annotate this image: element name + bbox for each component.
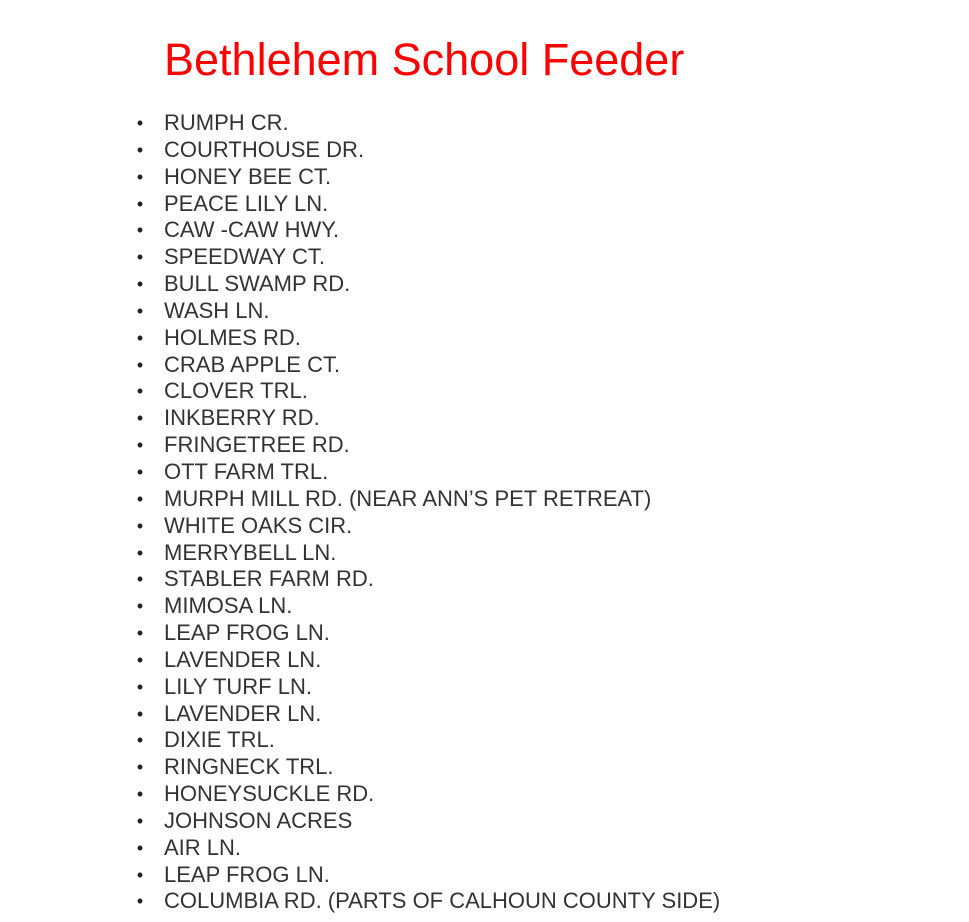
bullet-icon: • <box>136 220 144 241</box>
street-name: FRINGETREE RD. <box>164 432 350 458</box>
bullet-icon: • <box>136 461 144 482</box>
bullet-icon: • <box>136 515 144 536</box>
street-name: JOHNSON ACRES <box>164 807 353 833</box>
street-name: OTT FARM TRL. <box>164 458 329 484</box>
street-name: LAVENDER LN. <box>164 700 322 726</box>
street-name: LEAP FROG LN. <box>164 861 330 887</box>
street-name: COURTHOUSE DR. <box>164 136 365 162</box>
bullet-icon: • <box>136 193 144 214</box>
bullet-icon: • <box>136 784 144 805</box>
street-name: SPEEDWAY CT. <box>164 244 325 270</box>
street-name: CLOVER TRL. <box>164 378 308 404</box>
bullet-icon: • <box>136 408 144 429</box>
bullet-icon: • <box>136 623 144 644</box>
street-name: HONEY BEE CT. <box>164 163 332 189</box>
street-name: HONEYSUCKLE RD. <box>164 781 375 807</box>
street-name: RUMPH CR. <box>164 110 289 135</box>
bullet-icon: • <box>136 274 144 295</box>
bullet-icon: • <box>136 810 144 831</box>
bullet-icon: • <box>136 488 144 509</box>
street-name: WASH LN. <box>164 297 270 323</box>
bullet-icon: • <box>136 703 144 724</box>
bullet-icon: • <box>136 730 144 751</box>
bullet-icon: • <box>136 247 144 268</box>
street-name: MERRYBELL LN. <box>164 539 337 565</box>
bullet-icon: • <box>136 435 144 456</box>
bullet-icon: • <box>136 596 144 617</box>
street-name: AIR LN. <box>164 834 242 860</box>
street-name: HOLMES RD. <box>164 324 301 350</box>
bullet-icon: • <box>136 569 144 590</box>
street-name: LEAP FROG LN. <box>164 620 330 646</box>
street-name: COLUMBIA RD. (PARTS OF CALHOUN COUNTY SIDE) <box>164 888 721 914</box>
bullet-icon: • <box>136 327 144 348</box>
street-name: DIXIE TRL. <box>164 727 275 753</box>
street-name: INKBERRY RD. <box>164 405 320 431</box>
bullet-icon: • <box>136 542 144 563</box>
bullet-icon: • <box>136 113 144 133</box>
bullet-icon: • <box>136 891 144 912</box>
street-name: MURPH MILL RD. (NEAR ANN’S PET RETREAT) <box>164 485 652 511</box>
bullet-icon: • <box>136 864 144 885</box>
street-name: LILY TURF LN. <box>164 673 312 699</box>
street-name: PEACE LILY LN. <box>164 190 329 216</box>
bullet-icon: • <box>136 139 144 160</box>
street-name: RINGNECK TRL. <box>164 754 334 780</box>
street-name: CRAB APPLE CT. <box>164 351 341 377</box>
street-name: BULL SWAMP RD. <box>164 271 351 297</box>
bullet-icon: • <box>136 757 144 778</box>
street-name: CAW -CAW HWY. <box>164 217 340 243</box>
bullet-icon: • <box>136 381 144 402</box>
bullet-icon: • <box>136 649 144 670</box>
street-name: STABLER FARM RD. <box>164 566 374 592</box>
street-name: MIMOSA LN. <box>164 593 293 619</box>
bullet-icon: • <box>136 837 144 858</box>
bullet-icon: • <box>136 300 144 321</box>
bullet-icon: • <box>136 166 144 187</box>
street-name: WHITE OAKS CIR. <box>164 512 353 538</box>
page-title: Bethlehem School Feeder <box>164 34 685 85</box>
bullet-icon: • <box>136 354 144 375</box>
street-name: LAVENDER LN. <box>164 646 322 672</box>
bullet-icon: • <box>136 676 144 697</box>
